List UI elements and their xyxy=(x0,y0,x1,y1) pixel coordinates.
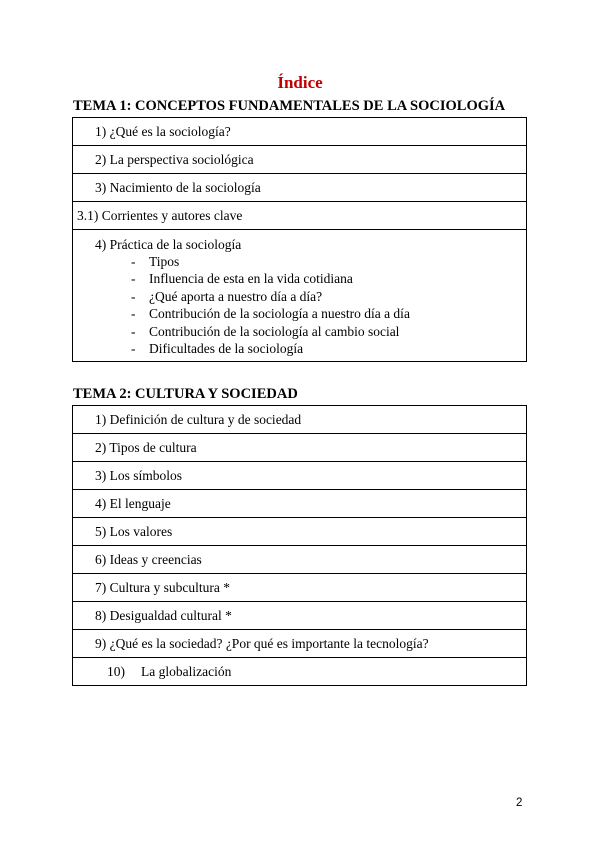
tema2-table xyxy=(72,405,527,686)
table-row xyxy=(73,202,527,230)
list-item: - Tipos xyxy=(131,254,180,269)
toc-item: 4) Práctica de la sociología xyxy=(95,237,242,252)
toc-subitem: 3.1) Corrientes y autores clave xyxy=(77,208,243,223)
toc-item: 3) Nacimiento de la sociología xyxy=(95,180,261,195)
table-row xyxy=(73,230,527,362)
toc-item: 3) Los símbolos xyxy=(95,468,183,483)
item-label: La globalización xyxy=(141,664,232,679)
table-row xyxy=(73,518,527,546)
dash-bullet-icon: - xyxy=(131,306,136,322)
page-title: Índice xyxy=(277,73,323,92)
table-row xyxy=(73,118,527,146)
dash-bullet-icon: - xyxy=(131,288,136,304)
toc-item: 7) Cultura y subcultura * xyxy=(95,580,230,595)
page-number: 2 xyxy=(516,797,523,809)
table-row xyxy=(73,406,527,434)
table-row xyxy=(73,602,527,630)
dash-bullet-icon: - xyxy=(131,271,136,287)
table-row xyxy=(73,574,527,602)
list-item: - Dificultades de la sociología xyxy=(131,341,304,357)
table-row xyxy=(73,630,527,658)
tema1-heading: TEMA 1: CONCEPTOS FUNDAMENTALES DE LA SOCIOLOGÍA xyxy=(73,98,506,114)
item-number: 10) xyxy=(107,664,125,679)
dash-bullet-icon: - xyxy=(131,341,136,357)
dash-bullet-icon: - xyxy=(131,254,136,269)
toc-item: 4) El lenguaje xyxy=(95,496,171,511)
bullet-list xyxy=(73,253,526,357)
toc-item: 8) Desigualdad cultural * xyxy=(95,608,232,623)
toc-item: 5) Los valores xyxy=(95,524,173,539)
tema1-table xyxy=(72,117,527,362)
table-row xyxy=(73,146,527,174)
list-item: - ¿Qué aporta a nuestro día a día? xyxy=(131,288,323,304)
list-item: - Contribución de la sociología a nuestro día a día xyxy=(131,306,410,322)
toc-item: 2) La perspectiva sociológica xyxy=(95,152,254,167)
table-row xyxy=(73,174,527,202)
toc-item: 1) ¿Qué es la sociología? xyxy=(95,124,231,139)
dash-bullet-icon: - xyxy=(131,323,136,339)
table-row xyxy=(73,658,527,686)
table-row xyxy=(73,462,527,490)
table-row xyxy=(73,490,527,518)
table-row xyxy=(73,434,527,462)
list-item: - Influencia de esta en la vida cotidiana xyxy=(131,271,353,287)
toc-item: 1) Definición de cultura y de sociedad xyxy=(95,412,302,427)
toc-item xyxy=(73,658,526,685)
table-row xyxy=(73,546,527,574)
list-item: - Contribución de la sociología al cambio social xyxy=(131,323,400,339)
toc-item: 9) ¿Qué es la sociedad? ¿Por qué es importante la tecnología? xyxy=(95,636,429,651)
toc-item: 2) Tipos de cultura xyxy=(95,440,197,455)
tema2-heading: TEMA 2: CULTURA Y SOCIEDAD xyxy=(73,386,298,402)
toc-item: 6) Ideas y creencias xyxy=(95,552,202,567)
